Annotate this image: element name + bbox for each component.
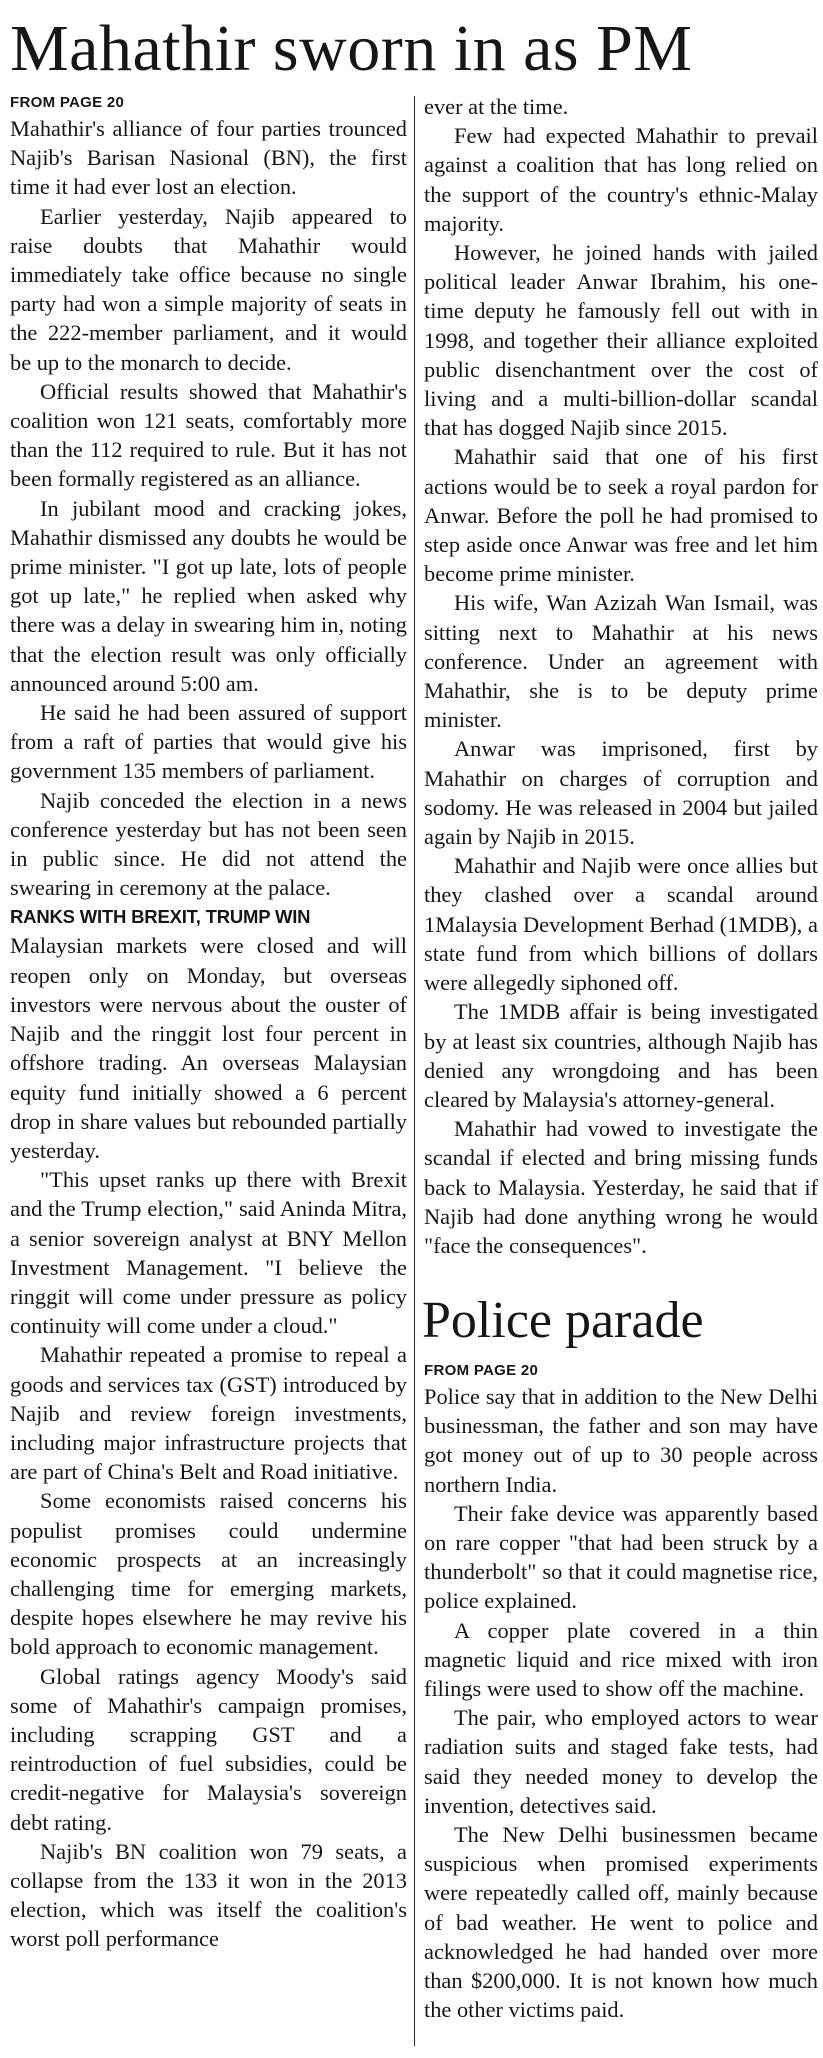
paragraph: However, he joined hands with jailed political leader Anwar Ibrahim, his one-time deputy he famously fell out with in 1998, and together their alliance exploited public disenchantment over the cost of living and a multi-billion-dollar scandal that has dogged Najib since 2015. <box>424 240 818 441</box>
paragraph: Earlier yesterday, Najib appeared to raise doubts that Mahathir would immediately take office because no single party had won a simple majority of seats in the 222-member parliament, and it would be up to the monarch to decide. <box>10 203 407 375</box>
headline: Police parade <box>422 1292 704 1349</box>
second-article <box>424 1290 818 2024</box>
paragraph: Global ratings agency Moody's said some of Mahathir's campaign promises, including scrapping GST and a reintroduction of fuel subsidies, could be credit-negative for Malaysia's sovereign debt rating. <box>10 1663 407 1835</box>
paragraph: ever at the time. <box>424 94 569 119</box>
kicker: FROM PAGE 20 <box>10 94 125 111</box>
paragraph: Najib conceded the election in a news conference yesterday but has not been seen in public since. He did not attend the swearing in ceremony at the palace. <box>10 787 407 901</box>
column-divider <box>414 96 415 2046</box>
paragraph: In jubilant mood and cracking jokes, Mahathir dismissed any doubts he would be prime minister. "I got up late, lots of people got up late," he replied when asked why there was a delay in swearing him in, noting that the election result was only officially announced around 5:00 am. <box>10 495 407 696</box>
subheading: RANKS WITH BREXIT, TRUMP WIN <box>10 906 311 928</box>
paragraph: He said he had been assured of support from a raft of parties that would give his government 135 members of parliament. <box>10 700 407 784</box>
paragraph: Official results showed that Mahathir's coalition won 121 seats, comfortably more than the 112 required to rule. But it has not been formally registered as an alliance. <box>10 378 407 492</box>
paragraph: Their fake device was apparently based on rare copper "that had been struck by a thunderbolt" so that it could magnetise rice, police explained. <box>424 1500 818 1614</box>
kicker: FROM PAGE 20 <box>424 1362 539 1379</box>
paragraph: Malaysian markets were closed and will reopen only on Monday, but overseas investors were nervous about the ouster of Najib and the ringgit lost four percent in offshore trading. An overseas Malaysian equity fund initially showed a 6 percent drop in share values but rebounded partially yesterday. <box>10 933 407 1163</box>
headline: Mahathir sworn in as PM <box>10 12 693 85</box>
paragraph: His wife, Wan Azizah Wan Ismail, was sitting next to Mahathir at his news conference. Under an agreement with Mahathir, she is to be deputy prime minister. <box>424 590 818 733</box>
paragraph: Mahathir said that one of his first actions would be to seek a royal pardon for Anwar. Before the poll he had promised to step aside once Anwar was free and let him become prime minister. <box>424 444 818 587</box>
paragraph: Najib's BN coalition won 79 seats, a collapse from the 133 it won in the 2013 election, which was itself the coalition's worst poll performance <box>10 1838 407 1952</box>
paragraph: Few had expected Mahathir to prevail against a coalition that has long relied on the support of the country's ethnic-Malay majority. <box>424 123 818 236</box>
paragraph: Mahathir repeated a promise to repeal a goods and services tax (GST) introduced by Najib and review foreign investments, including major infrastructure projects that are part of China's Belt and Road initiative. <box>10 1342 407 1485</box>
paragraph: The New Delhi businessmen became suspicious when promised experiments were repeatedly called off, mainly because of bad weather. He went to police and acknowledged he had handed over more than $200,000. It is not known how much the other victims paid. <box>424 1822 818 2023</box>
paragraph: Anwar was imprisoned, first by Mahathir on charges of corruption and sodomy. He was released in 2004 but jailed again by Najib in 2015. <box>424 736 818 850</box>
col1-body-after <box>10 931 407 1953</box>
paragraph: Police say that in addition to the New Delhi businessman, the father and son may have got money out of up to 30 people across northern India. <box>424 1384 818 1497</box>
paragraph: Mahathir and Najib were once allies but they clashed over a scandal around 1Malaysia Development Berhad (1MDB), a state fund from which billions of dollars were allegedly siphoned off. <box>424 853 818 996</box>
paragraph: Some economists raised concerns his populist promises could undermine economic prospects at an increasingly challenging time for emerging markets, despite hopes elsewhere he may revive his bold approach to economic management. <box>10 1488 407 1660</box>
paragraph: The 1MDB affair is being investigated by at least six countries, although Najib has denied any wrongdoing and has been cleared by Malaysia's attorney-general. <box>424 999 818 1112</box>
paragraph: Mahathir had vowed to investigate the scandal if elected and bring missing funds back to Malaysia. Yesterday, he said that if Najib had done anything wrong he would "face the consequences". <box>424 1116 818 1258</box>
paragraph: "This upset ranks up there with Brexit and the Trump election," said Aninda Mitra, a senior sovereign analyst at BNY Mellon Investment Management. "I believe the ringgit will come under pressure as policy continuity will come under a cloud." <box>10 1167 407 1339</box>
article-column-2 <box>424 92 818 1260</box>
paragraph: Mahathir's alliance of four parties trounced Najib's Barisan Nasional (BN), the first time it had ever lost an election. <box>10 116 407 200</box>
second-article-body <box>424 1382 818 2024</box>
paragraph: A copper plate covered in a thin magnetic liquid and rice mixed with iron filings were used to show off the machine. <box>424 1617 818 1702</box>
col1-body-before <box>10 114 407 902</box>
paragraph: The pair, who employed actors to wear radiation suits and staged fake tests, had said they needed money to develop the invention, detectives said. <box>424 1705 818 1818</box>
article-column-1 <box>10 92 407 1954</box>
